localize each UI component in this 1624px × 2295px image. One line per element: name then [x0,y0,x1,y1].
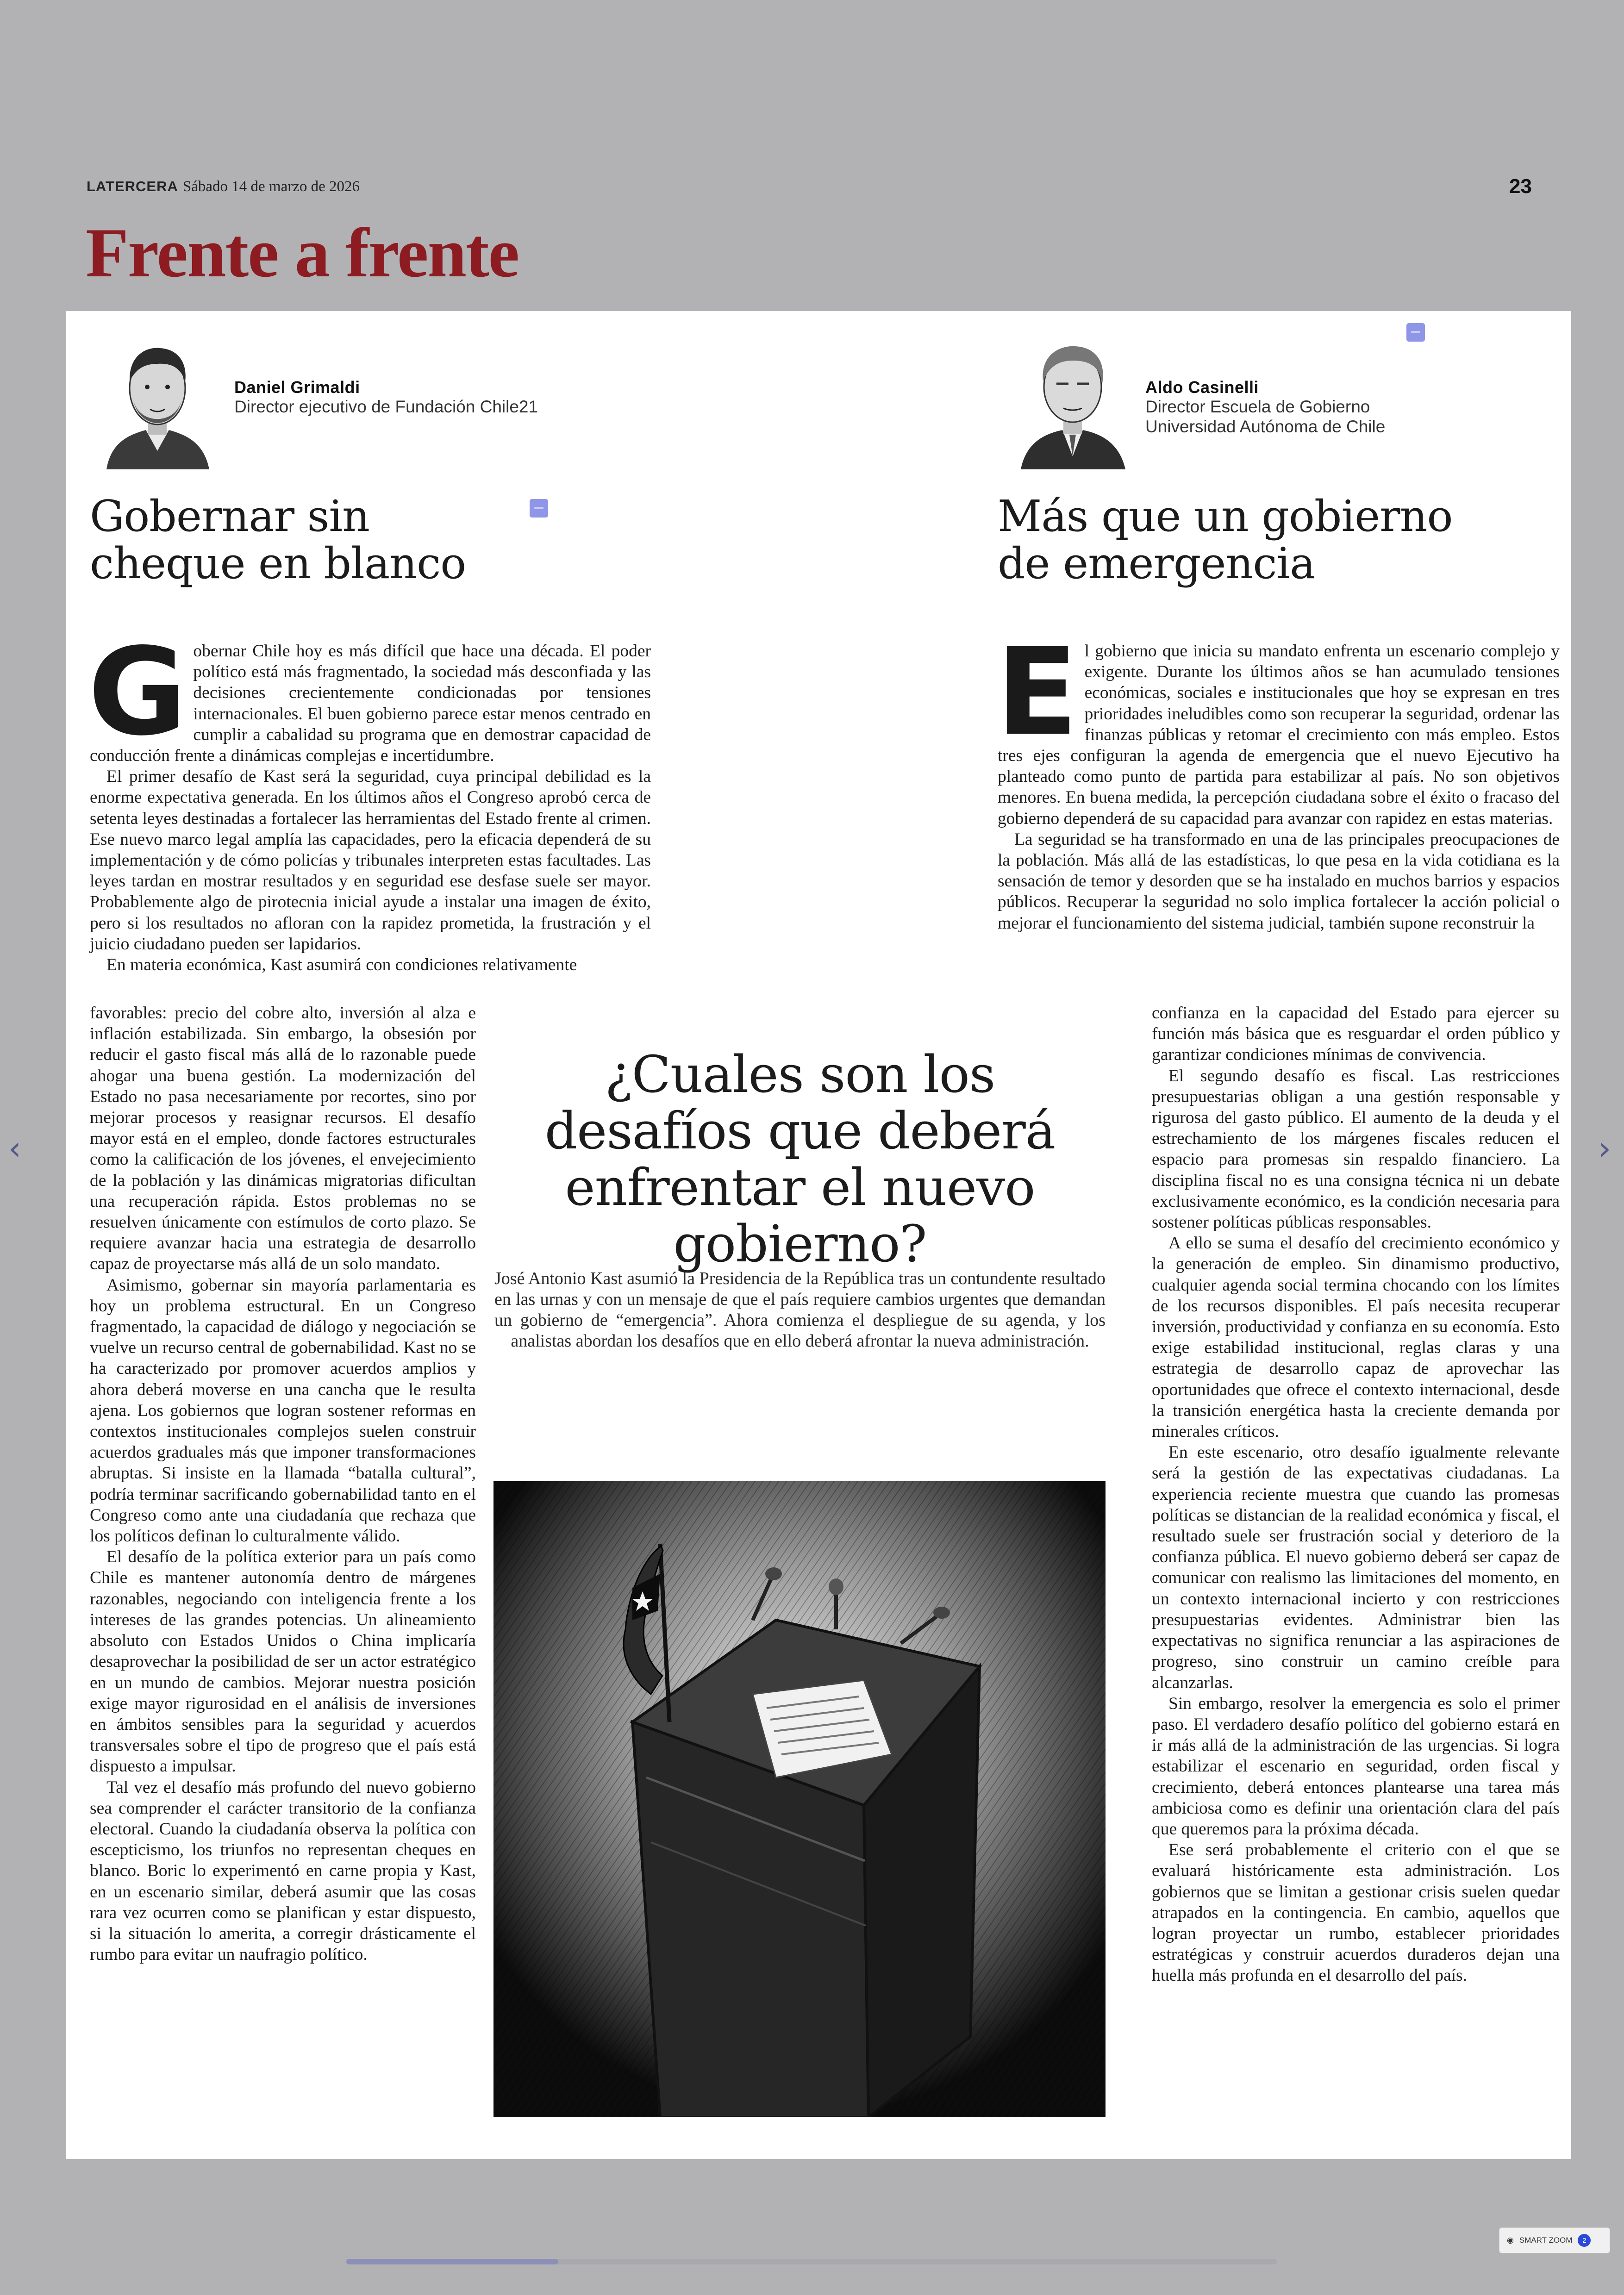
eye-icon: ◉ [1507,2236,1514,2245]
author-role-line2: Universidad Autónoma de Chile [1145,417,1386,436]
author-role-line1: Director Escuela de Gobierno [1145,397,1370,416]
section-title: Frente a frente [86,214,519,292]
drop-cap: G [88,623,187,762]
paragraph: El segundo desafío es fiscal. Las restricciones presupuestarias obligan a una gestión responsable y rigurosa del gasto público. El aumento de la deuda y el estrechamiento de los márgenes fiscales reducen el espacio para promesas sin respaldo financiero. La disciplina fiscal no es una consigna técnica ni un debate exclusivamente económico, es la condición necesaria para sostener políticas públicas responsables. [1152,1066,1560,1232]
paragraph: confianza en la capacidad del Estado para ejercer su función más básica que es resguardar el orden público y garantizar condiciones mínimas de convivencia. [1152,1004,1560,1065]
paragraph: l gobierno que inicia su mandato enfrenta un escenario complejo y exigente. Durante los últimos años se han acumulado tensiones económicas, sociales e institucionales que hoy se expresan en tres prioridades ineludibles como son recuperar la seguridad, ordenar las finanzas públicas y retomar el crecimiento con más empleo. Estos tres ejes configuran la agenda de emergencia que el nuevo Ejecutivo ha planteado como punto de partida para estabilizar al país. No son objetivos menores. En buena medida, la percepción ciudadana sobre el éxito o fracaso del gobierno dependerá de su capacidad para avanzar con rapidez en estas materias. [998,642,1560,828]
left-column-bottom [90,1003,476,1965]
author-portrait-grimaldi [102,335,213,469]
masthead [87,178,360,195]
paragraph: El desafío de la política exterior para un país como Chile es mantener autonomía dentro de márgenes razonables, negociando con inteligencia frente a los intereses de las grandes potencias. Un alineamiento absoluto con Estados Unidos o China implicaría desaprovechar la posibilidad de ser un actor estratégico en un mundo de cambios. Mejorar nuestra posición exige mayor rigurosidad en el análisis de inversiones en ámbitos sensibles para la seguridad y acuerdos transversales sobre el tipo de progreso que el país está dispuesto a impulsar. [90,1547,476,1776]
podium-illustration [493,1481,1106,2117]
note-icon[interactable] [530,499,548,518]
page-progress-fill [346,2259,558,2264]
paragraph: Asimismo, gobernar sin mayoría parlamentaria es hoy un problema estructural. En un Congreso fragmentado, la capacidad de diálogo y negociación se vuelve un recurso central de gobernabilidad. Kast no se ha caracterizado por promover acuerdos amplios y ahora deberá moverse en una cancha que le resulta ajena. Los gobiernos que logran sostener reformas en contextos institucionales complejos suelen construir acuerdos graduales más que imponer transformaciones abruptas. Si insiste en la llamada “batalla cultural”, podría terminar sacrificando gobernabilidad tanto en el Congreso como ante una ciudadanía que rechaza que los políticos definan lo culturalmente válido. [90,1275,476,1546]
left-column-top [88,623,651,975]
page-number: 23 [1509,175,1532,198]
paragraph: El primer desafío de Kast será la seguridad, cuya principal debilidad es la enorme expectativa generada. En los últimos años el Congreso aprobó cerca de setenta leyes destinadas a fortalecer las herramientas del Estado frente al crimen. Ese nuevo marco legal amplía las capacidades, pero la eficacia dependerá de su implementación y de cómo policías y tribunales interpreten estas facultades. Las leyes tardan en mostrar resultados y en seguridad ese desfase suele ser mayor. Probablemente algo de pirotecnia inicial ayude a instalar una imagen de éxito, pero si los resultados no afloran con la rapidez prometida, la frustración y el juicio ciudadano pueden ser lapidarios. [90,767,651,954]
paragraph: Tal vez el desafío más profundo del nuevo gobierno sea comprender el carácter transitorio de la confianza electoral. Cuando la ciudadanía observa la política con escepticismo, los triunfos no representan cheques en blanco. Boric lo experimentó en carne propia y Kast, en un escenario similar, deberá asumir que las cosas rara vez ocurren como se planifican y estar dispuesto, si la situación lo amerita, a corregir drásticamente el rumbo para evitar un naufragio político. [90,1777,476,1964]
paragraph: Ese será probablemente el criterio con el que se evaluará históricamente esta administración. Los gobiernos que se limitan a gestionar crisis suelen quedar atrapados en la contingencia. En cambio, aquellos que logran proyectar un rumbo, establecer prioridades estratégicas y construir acuerdos duraderos dejan una huella más profunda en el desarrollo del país. [1152,1840,1560,1985]
chevron-left-icon[interactable]: ‹ [8,1129,21,1167]
smart-zoom-button[interactable] [1499,2227,1610,2253]
paragraph: La seguridad se ha transformado en una de las principales preocupaciones de la población. Más allá de las estadísticas, lo que pesa en la vida cotidiana es la sensación de temor y desorden que se ha instalado en muchos barrios y espacios públicos. Recuperar la seguridad no solo implica fortalecer la acción policial o mejorar el funcionamiento del sistema judicial, también supone reconstruir la [998,829,1560,933]
smart-zoom-count-badge: 2 [1578,2234,1591,2247]
chevron-right-icon[interactable]: › [1598,1129,1611,1167]
author-name: Daniel Grimaldi [234,378,360,397]
right-headline: Más que un gobierno de emergencia [998,491,1453,588]
author-role: Director ejecutivo de Fundación Chile21 [234,397,538,416]
center-lede: José Antonio Kast asumió la Presidencia de la República tras un contundente resultado en las urnas y con un mensaje de que el país requiere cambios urgentes que demandan un gobierno de “emergencia”. Ahora comienza el despliegue de su agenda, y los analistas abordan los desafíos que en ello deberá afrontar la nueva administración. [494,1269,1106,1351]
left-headline: Gobernar sin cheque en blanco [90,491,466,588]
paragraph: obernar Chile hoy es más difícil que hace una década. El poder político está más fragmentado, la sociedad más desconfiada y las decisiones crecientemente condicionadas por tensiones internacionales. El buen gobierno parece estar menos centrado en cumplir a cabalidad su programa que en demostrar capacidad de conducción frente a dinámicas complejas e incertidumbre. [90,642,651,766]
paragraph: A ello se suma el desafío del crecimiento económico y la generación de empleo. Sin dinamismo productivo, cualquier agenda social termina chocando con los límites de los recursos disponibles. El país necesita recuperar inversión, productividad y confianza en su economía. Esto exige estabilidad institucional, reglas claras y una estrategia de desarrollo capaz de aprovechar las oportunidades que ofrece el contexto internacional, desde la transición energética hasta la creciente demanda por minerales críticos. [1152,1234,1560,1441]
paragraph: favorables: precio del cobre alto, inversión al alza e inflación estabilizada. Sin embargo, la obsesión por reducir el gasto fiscal más allá de lo razonable puede ahogar una buena gestión. La modernización del Estado no pasa necesariamente por recortes, sino por mejorar procesos y reasignar recursos. El desafío mayor está en el empleo, donde factores estructurales como la calificación de los jóvenes, el envejecimiento de la población y las dinámicas migratorias dificultan una recuperación rápida. Estos problemas no se resuelven únicamente con estímulos de corto plazo. Se requiere avanzar hacia una estrategia de desarrollo capaz de proyectarse más allá de un solo mandato. [90,1004,476,1274]
smart-zoom-label: SMART ZOOM [1519,2236,1573,2245]
paragraph: En este escenario, otro desafío igualmente relevante será la gestión de las expectativas ciudadanas. La experiencia reciente muestra que cuando las promesas políticas se distancian de la realidad económica y fiscal, el resultado suele ser frustración social y deterioro de la confianza pública. El nuevo gobierno deberá ser capaz de comunicar con realismo las limitaciones del momento, en un contexto internacional incierto y con restricciones presupuestarias evidentes. Administrar bien las expectativas no significa renunciar a las aspiraciones de progreso, sino construir un camino creíble para alcanzarlas. [1152,1443,1560,1692]
author-name: Aldo Casinelli [1145,378,1259,397]
paragraph: Sin embargo, resolver la emergencia es solo el primer paso. El verdadero desafío político del gobierno estará en ir más allá de la administración de las urgencias. Si logra estabilizar el escenario en seguridad, orden fiscal y crecimiento, deberá entonces plantearse una tarea más ambiciosa como es definir una orientación clara del país que queremos para la próxima década. [1152,1694,1560,1839]
author-block-right [1145,378,1385,437]
author-portrait-casinelli [1017,335,1128,469]
drop-cap: E [996,623,1078,762]
author-block-left [234,378,538,417]
paragraph: En materia económica, Kast asumirá con condiciones relativamente [106,955,577,975]
edition-date: Sábado 14 de marzo de 2026 [182,178,360,195]
center-question-heading: ¿Cuales son los desafíos que deberá enfrentar el nuevo gobierno? [544,1045,1056,1273]
right-column-top [996,623,1560,934]
newspaper-brand: LATERCERA [87,178,178,194]
right-column-bottom [1152,1003,1560,1986]
note-icon[interactable] [1406,323,1425,342]
